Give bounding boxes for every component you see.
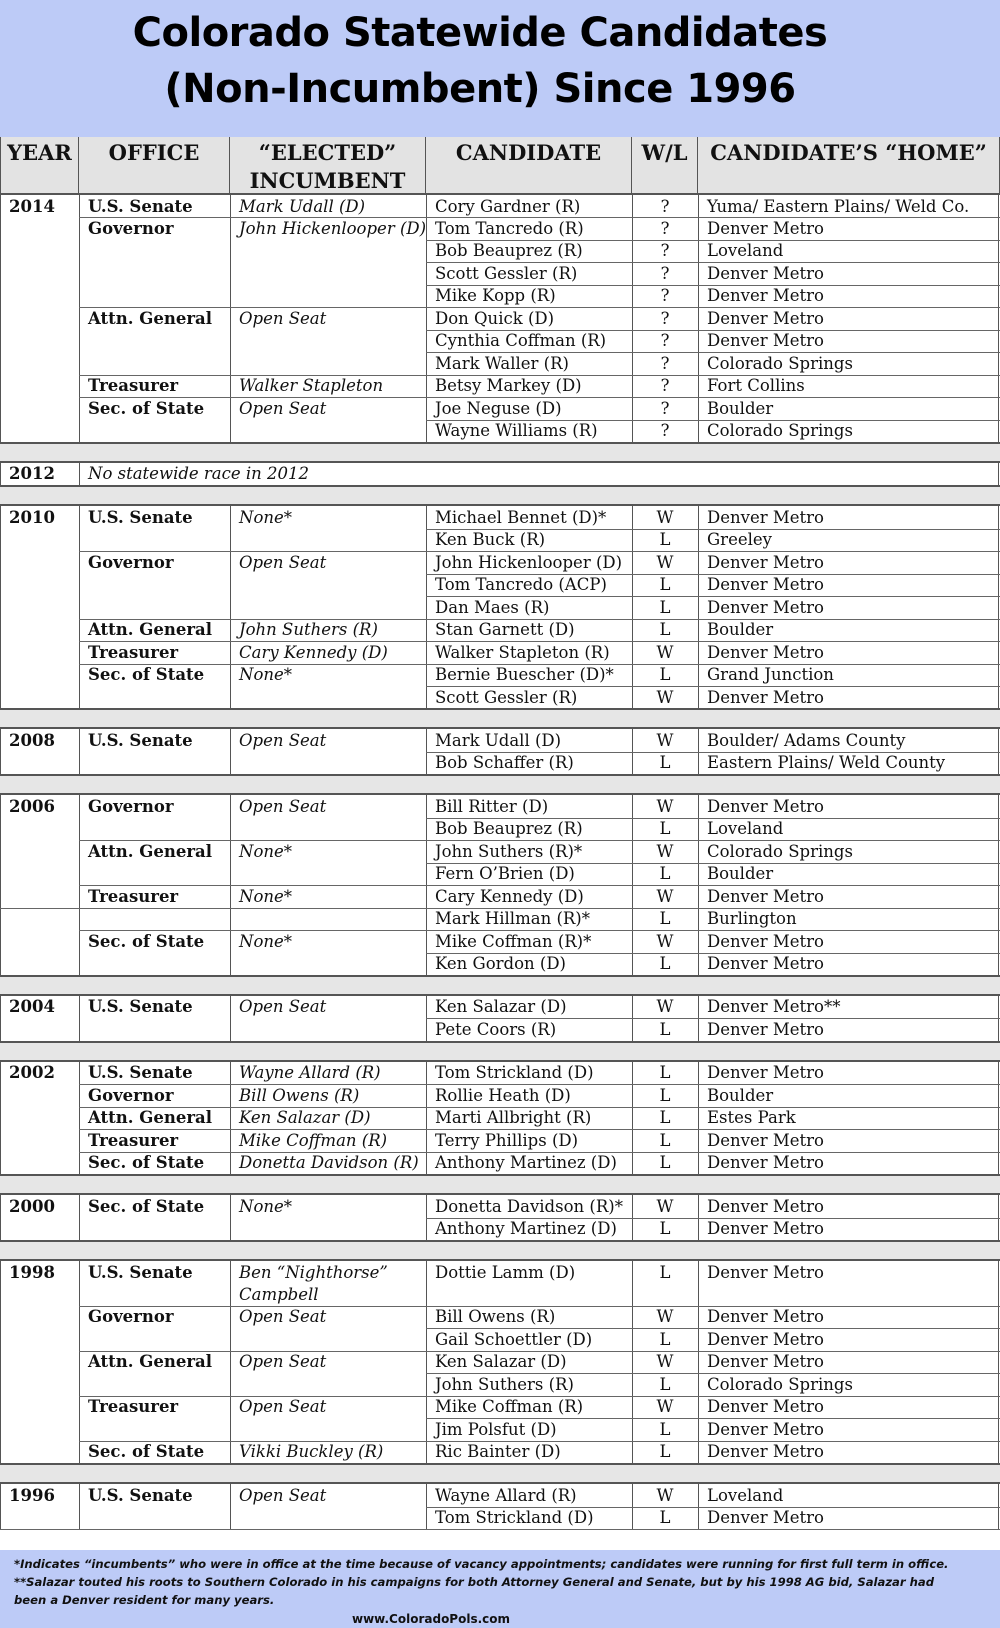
row-win-loss: W xyxy=(656,687,674,707)
row-win-loss: L xyxy=(659,1085,671,1105)
row-candidate: Mike Coffman (R)* xyxy=(435,931,592,951)
row-candidate: Ken Salazar (D) xyxy=(435,997,567,1017)
row-home: Colorado Springs xyxy=(707,1374,853,1394)
row-candidate: Bill Ritter (D) xyxy=(435,796,549,816)
row-candidate: Tom Strickland (D) xyxy=(435,1063,594,1083)
row-candidate: Bernie Buescher (D)* xyxy=(435,665,614,685)
row-incumbent: Vikki Buckley (R) xyxy=(239,1442,384,1462)
row-office: Governor xyxy=(88,218,174,238)
column-divider xyxy=(0,195,1,442)
row-home: Denver Metro xyxy=(707,1196,824,1216)
row-home: Denver Metro xyxy=(707,552,824,572)
row-incumbent: Bill Owens (R) xyxy=(239,1085,360,1105)
row-win-loss: L xyxy=(659,1019,671,1039)
title-banner xyxy=(0,0,1000,137)
row-home: Estes Park xyxy=(707,1108,796,1128)
row-office: Sec. of State xyxy=(88,931,205,951)
row-home: Denver Metro xyxy=(707,687,824,707)
row-office: U.S. Senate xyxy=(88,507,193,527)
row-home: Denver Metro xyxy=(707,1219,824,1239)
row-office: Sec. of State xyxy=(88,1442,205,1462)
row-win-loss: W xyxy=(656,931,674,951)
row-candidate: Bob Schaffer (R) xyxy=(435,753,574,773)
row-home: Denver Metro xyxy=(707,954,824,973)
column-divider xyxy=(0,795,1,975)
row-incumbent: None* xyxy=(239,886,293,906)
row-candidate: Mike Kopp (R) xyxy=(435,286,556,306)
row-home: Grand Junction xyxy=(707,665,834,685)
row-candidate: Michael Bennet (D)* xyxy=(435,507,607,527)
row-incumbent: None* xyxy=(239,841,293,861)
row-win-loss: W xyxy=(656,997,674,1017)
row-candidate: John Suthers (R)* xyxy=(435,841,583,861)
row-home: Colorado Springs xyxy=(707,353,853,373)
row-candidate: Gail Schoettler (D) xyxy=(435,1329,593,1349)
row-win-loss: L xyxy=(659,575,671,595)
row-win-loss: L xyxy=(659,1108,671,1128)
row-candidate: Ken Buck (R) xyxy=(435,530,546,550)
column-header-wl-label: W/L xyxy=(641,140,688,165)
row-home: Boulder/ Adams County xyxy=(707,730,906,750)
column-divider xyxy=(0,506,1,708)
row-candidate: Anthony Martinez (D) xyxy=(435,1219,617,1239)
row-home: Denver Metro xyxy=(707,642,824,662)
row-candidate: Bob Beauprez (R) xyxy=(435,241,583,261)
row-office: U.S. Senate xyxy=(88,196,193,216)
row-incumbent-cont: Campbell xyxy=(239,1284,319,1304)
row-office: Attn. General xyxy=(88,841,212,861)
row-win-loss: L xyxy=(659,819,671,839)
row-candidate: Ric Bainter (D) xyxy=(435,1442,561,1462)
row-win-loss: W xyxy=(656,796,674,816)
row-win-loss: L xyxy=(659,954,671,973)
row-candidate: Wayne Williams (R) xyxy=(435,421,598,440)
source-link[interactable]: www.ColoradoPols.com xyxy=(352,1612,511,1626)
row-office: Treasurer xyxy=(88,1397,179,1417)
row-candidate: Tom Tancredo (R) xyxy=(435,218,584,238)
row-office: Treasurer xyxy=(88,1130,179,1150)
row-home: Colorado Springs xyxy=(707,421,853,440)
row-candidate: Wayne Allard (R) xyxy=(435,1485,577,1505)
row-win-loss: W xyxy=(656,886,674,906)
column-header-home xyxy=(698,137,1000,195)
row-candidate: Dottie Lamm (D) xyxy=(435,1262,576,1282)
row-office: Governor xyxy=(88,1085,174,1105)
row-win-loss: W xyxy=(656,1352,674,1372)
year-separator xyxy=(0,485,1000,506)
row-office: Attn. General xyxy=(88,1352,212,1372)
row-win-loss: L xyxy=(659,620,671,640)
column-header-office xyxy=(79,137,230,195)
row-home: Greeley xyxy=(707,530,772,550)
row-win-loss: L xyxy=(659,1374,671,1394)
row-year: 2008 xyxy=(9,730,55,750)
row-office: Treasurer xyxy=(88,886,179,906)
row-home: Boulder xyxy=(707,620,774,640)
row-candidate: Joe Neguse (D) xyxy=(435,398,562,418)
row-candidate: John Hickenlooper (D) xyxy=(435,552,623,572)
row-home: Loveland xyxy=(707,241,784,261)
row-candidate: Bill Owens (R) xyxy=(435,1307,556,1327)
row-office: Governor xyxy=(88,796,174,816)
row-incumbent: Open Seat xyxy=(239,1397,327,1417)
row-home: Denver Metro xyxy=(707,796,824,816)
row-home: Denver Metro xyxy=(707,218,824,238)
row-office: Governor xyxy=(88,552,174,572)
row-home: Loveland xyxy=(707,819,784,839)
row-incumbent: None* xyxy=(239,931,293,951)
column-header-incumbent xyxy=(230,137,426,195)
row-home: Denver Metro xyxy=(707,1329,824,1349)
row-candidate: Cory Gardner (R) xyxy=(435,196,581,216)
row-candidate: Anthony Martinez (D) xyxy=(435,1153,617,1173)
column-header-incumbent-line2: INCUMBENT xyxy=(249,168,406,193)
row-win-loss: L xyxy=(659,1130,671,1150)
row-incumbent: Open Seat xyxy=(239,1307,327,1327)
row-home: Denver Metro xyxy=(707,1508,824,1527)
row-home: Denver Metro xyxy=(707,286,824,306)
row-candidate: Mike Coffman (R) xyxy=(435,1397,584,1417)
row-office: Attn. General xyxy=(88,620,212,640)
row-candidate: Jim Polsfut (D) xyxy=(435,1419,557,1439)
row-candidate: Stan Garnett (D) xyxy=(435,620,575,640)
row-candidate: Mark Udall (D) xyxy=(435,730,562,750)
row-home: Denver Metro xyxy=(707,597,824,617)
row-home: Denver Metro xyxy=(707,331,824,351)
column-header-year-label: YEAR xyxy=(7,140,72,165)
row-home: Colorado Springs xyxy=(707,841,853,861)
row-incumbent: Open Seat xyxy=(239,552,327,572)
year-separator xyxy=(0,1240,1000,1261)
row-candidate: Marti Allbright (R) xyxy=(435,1108,592,1128)
row-candidate: Scott Gessler (R) xyxy=(435,263,578,283)
row-year: 2012 xyxy=(9,464,55,484)
row-year: 2006 xyxy=(9,796,55,816)
row-office: Attn. General xyxy=(88,308,212,328)
row-win-loss: L xyxy=(659,1442,671,1462)
row-year: 2014 xyxy=(9,196,55,216)
row-win-loss: L xyxy=(659,1262,671,1282)
row-candidate: Don Quick (D) xyxy=(435,308,555,328)
row-candidate: Scott Gessler (R) xyxy=(435,687,578,707)
row-win-loss: W xyxy=(656,1307,674,1327)
row-office: U.S. Senate xyxy=(88,997,193,1017)
row-office: Sec. of State xyxy=(88,1153,205,1173)
column-header-candidate-label: CANDIDATE xyxy=(455,140,602,165)
row-win-loss: L xyxy=(659,1219,671,1239)
row-home: Denver Metro xyxy=(707,931,824,951)
row-office: Sec. of State xyxy=(88,1196,205,1216)
row-win-loss: L xyxy=(659,909,671,929)
row-home: Boulder xyxy=(707,1085,774,1105)
row-office: U.S. Senate xyxy=(88,1485,193,1505)
candidates-table xyxy=(0,137,1000,1550)
row-year: 1998 xyxy=(9,1262,55,1282)
column-divider xyxy=(998,463,999,485)
column-divider xyxy=(0,1261,1,1463)
year-separator xyxy=(0,1463,1000,1484)
row-win-loss: ? xyxy=(660,308,670,328)
row-office: Treasurer xyxy=(88,642,179,662)
row-home: Denver Metro xyxy=(707,308,824,328)
row-office: U.S. Senate xyxy=(88,730,193,750)
row-incumbent: Wayne Allard (R) xyxy=(239,1063,381,1083)
row-home: Denver Metro xyxy=(707,1262,824,1282)
row-win-loss: L xyxy=(659,1419,671,1439)
row-win-loss: L xyxy=(659,1329,671,1349)
row-candidate: Dan Maes (R) xyxy=(435,597,550,617)
row-win-loss: ? xyxy=(660,241,670,261)
row-incumbent: Open Seat xyxy=(239,997,327,1017)
row-candidate: Mark Waller (R) xyxy=(435,353,569,373)
row-candidate: John Suthers (R) xyxy=(435,1374,574,1394)
row-win-loss: ? xyxy=(660,421,670,440)
footnote-salazar: **Salazar touted his roots to Southern Colorado in his campaigns for both Attorney General and Senate, but by his 1998 AG bid, Salazar had xyxy=(14,1575,935,1589)
row-win-loss: W xyxy=(656,1485,674,1505)
column-header-year xyxy=(0,137,79,195)
row-home: Eastern Plains/ Weld County xyxy=(707,753,946,773)
row-candidate: Ken Salazar (D) xyxy=(435,1352,567,1372)
row-win-loss: W xyxy=(656,730,674,750)
row-win-loss: L xyxy=(659,864,671,884)
row-incumbent: Donetta Davidson (R) xyxy=(239,1153,419,1173)
row-incumbent: John Hickenlooper (D) xyxy=(239,218,427,238)
page-title-line2: (Non-Incumbent) Since 1996 xyxy=(164,66,796,112)
row-win-loss: ? xyxy=(660,331,670,351)
column-header-incumbent-line1: “ELECTED” xyxy=(258,140,397,165)
footnote-salazar-cont: been a Denver resident for many years. xyxy=(14,1593,275,1607)
row-office: U.S. Senate xyxy=(88,1262,193,1282)
row-home: Denver Metro xyxy=(707,1442,824,1462)
row-win-loss: ? xyxy=(660,263,670,283)
row-win-loss: L xyxy=(659,1063,671,1083)
row-incumbent: None* xyxy=(239,665,293,685)
row-home: Fort Collins xyxy=(707,376,805,396)
row-candidate: Walker Stapleton (R) xyxy=(435,642,610,662)
row-year: 2010 xyxy=(9,507,55,527)
row-incumbent: Open Seat xyxy=(239,1485,327,1505)
row-home: Denver Metro xyxy=(707,1019,824,1039)
row-candidate: Terry Phillips (D) xyxy=(435,1130,579,1150)
page-title-line1: Colorado Statewide Candidates xyxy=(132,10,828,56)
row-incumbent: Open Seat xyxy=(239,796,327,816)
row-office: Sec. of State xyxy=(88,398,205,418)
row-candidate: Ken Gordon (D) xyxy=(435,954,566,973)
row-candidate: Fern O’Brien (D) xyxy=(435,864,575,884)
row-home: Denver Metro xyxy=(707,1153,824,1173)
column-header-wl xyxy=(632,137,698,195)
row-home: Denver Metro xyxy=(707,575,824,595)
row-win-loss: W xyxy=(656,507,674,527)
row-home: Denver Metro xyxy=(707,1419,824,1439)
row-home: Denver Metro xyxy=(707,1352,824,1372)
year-separator xyxy=(0,774,1000,795)
row-home: Boulder xyxy=(707,864,774,884)
footnotes xyxy=(0,1550,1000,1628)
row-win-loss: W xyxy=(656,642,674,662)
row-incumbent: Cary Kennedy (D) xyxy=(239,642,388,662)
row-win-loss: W xyxy=(656,841,674,861)
row-incumbent: Mike Coffman (R) xyxy=(239,1130,388,1150)
year-separator xyxy=(0,708,1000,729)
row-home: Denver Metro xyxy=(707,1307,824,1327)
row-win-loss: ? xyxy=(660,398,670,418)
row-incumbent: Open Seat xyxy=(239,398,327,418)
row-win-loss: ? xyxy=(660,218,670,238)
row-incumbent: Ken Salazar (D) xyxy=(239,1108,371,1128)
row-candidate: Cary Kennedy (D) xyxy=(435,886,584,906)
row-home: Denver Metro xyxy=(707,1397,824,1417)
row-incumbent: Mark Udall (D) xyxy=(239,196,366,216)
year-separator xyxy=(0,442,1000,463)
row-home: Denver Metro xyxy=(707,886,824,906)
column-header-home-label: CANDIDATE’S “HOME” xyxy=(710,140,987,165)
row-office: Governor xyxy=(88,1307,174,1327)
row-incumbent: None* xyxy=(239,1196,293,1216)
row-home: Denver Metro xyxy=(707,1063,824,1083)
row-office: Treasurer xyxy=(88,376,179,396)
row-year: 2000 xyxy=(9,1196,55,1216)
row-candidate: Rollie Heath (D) xyxy=(435,1085,571,1105)
column-header-candidate xyxy=(426,137,632,195)
row-candidate: Pete Coors (R) xyxy=(435,1019,557,1039)
row-candidate: Cynthia Coffman (R) xyxy=(435,331,607,351)
row-win-loss: W xyxy=(656,1196,674,1216)
row-candidate: Tom Strickland (D) xyxy=(435,1508,594,1527)
row-incumbent: None* xyxy=(239,507,293,527)
row-incumbent: John Suthers (R) xyxy=(239,620,378,640)
row-home: Loveland xyxy=(707,1485,784,1505)
row-win-loss: L xyxy=(659,1508,671,1527)
row-home: Boulder xyxy=(707,398,774,418)
row-candidate: Tom Tancredo (ACP) xyxy=(435,575,607,595)
row-incumbent: Open Seat xyxy=(239,308,327,328)
row-incumbent: Walker Stapleton xyxy=(239,376,384,396)
row-office: U.S. Senate xyxy=(88,1063,193,1083)
footnote-incumbents: *Indicates “incumbents” who were in office at the time because of vacancy appointments; candidates were running for first full term in office. xyxy=(14,1557,949,1571)
year-separator xyxy=(0,1174,1000,1195)
row-candidate: Mark Hillman (R)* xyxy=(435,909,590,929)
row-home: Denver Metro** xyxy=(707,997,841,1017)
row-incumbent: Ben “Nighthorse” xyxy=(239,1262,388,1282)
row-win-loss: ? xyxy=(660,376,670,396)
row-year: 1996 xyxy=(9,1485,55,1505)
column-divider xyxy=(79,463,80,485)
row-win-loss: ? xyxy=(660,286,670,306)
row-office: Attn. General xyxy=(88,1108,212,1128)
row-divider xyxy=(0,908,1000,909)
row-home: Denver Metro xyxy=(707,1130,824,1150)
row-year: 2004 xyxy=(9,997,55,1017)
row-win-loss: L xyxy=(659,665,671,685)
row-home: Denver Metro xyxy=(707,263,824,283)
row-win-loss: W xyxy=(656,1397,674,1417)
row-office: Sec. of State xyxy=(88,665,205,685)
row-home: Denver Metro xyxy=(707,507,824,527)
no-race-note: No statewide race in 2012 xyxy=(88,464,310,484)
row-candidate: Donetta Davidson (R)* xyxy=(435,1196,623,1216)
row-win-loss: W xyxy=(656,552,674,572)
row-year: 2002 xyxy=(9,1063,55,1083)
year-separator xyxy=(0,975,1000,996)
row-win-loss: L xyxy=(659,753,671,773)
row-win-loss: ? xyxy=(660,353,670,373)
row-win-loss: L xyxy=(659,597,671,617)
row-home: Yuma/ Eastern Plains/ Weld Co. xyxy=(707,196,970,216)
row-win-loss: L xyxy=(659,530,671,550)
row-candidate: Betsy Markey (D) xyxy=(435,376,582,396)
row-incumbent: Open Seat xyxy=(239,1352,327,1372)
row-win-loss: L xyxy=(659,1153,671,1173)
year-separator xyxy=(0,1041,1000,1062)
column-header-office-label: OFFICE xyxy=(108,140,200,165)
row-home: Burlington xyxy=(707,909,797,929)
row-win-loss: ? xyxy=(660,196,670,216)
row-divider xyxy=(0,1529,1000,1530)
row-incumbent: Open Seat xyxy=(239,730,327,750)
row-candidate: Bob Beauprez (R) xyxy=(435,819,583,839)
